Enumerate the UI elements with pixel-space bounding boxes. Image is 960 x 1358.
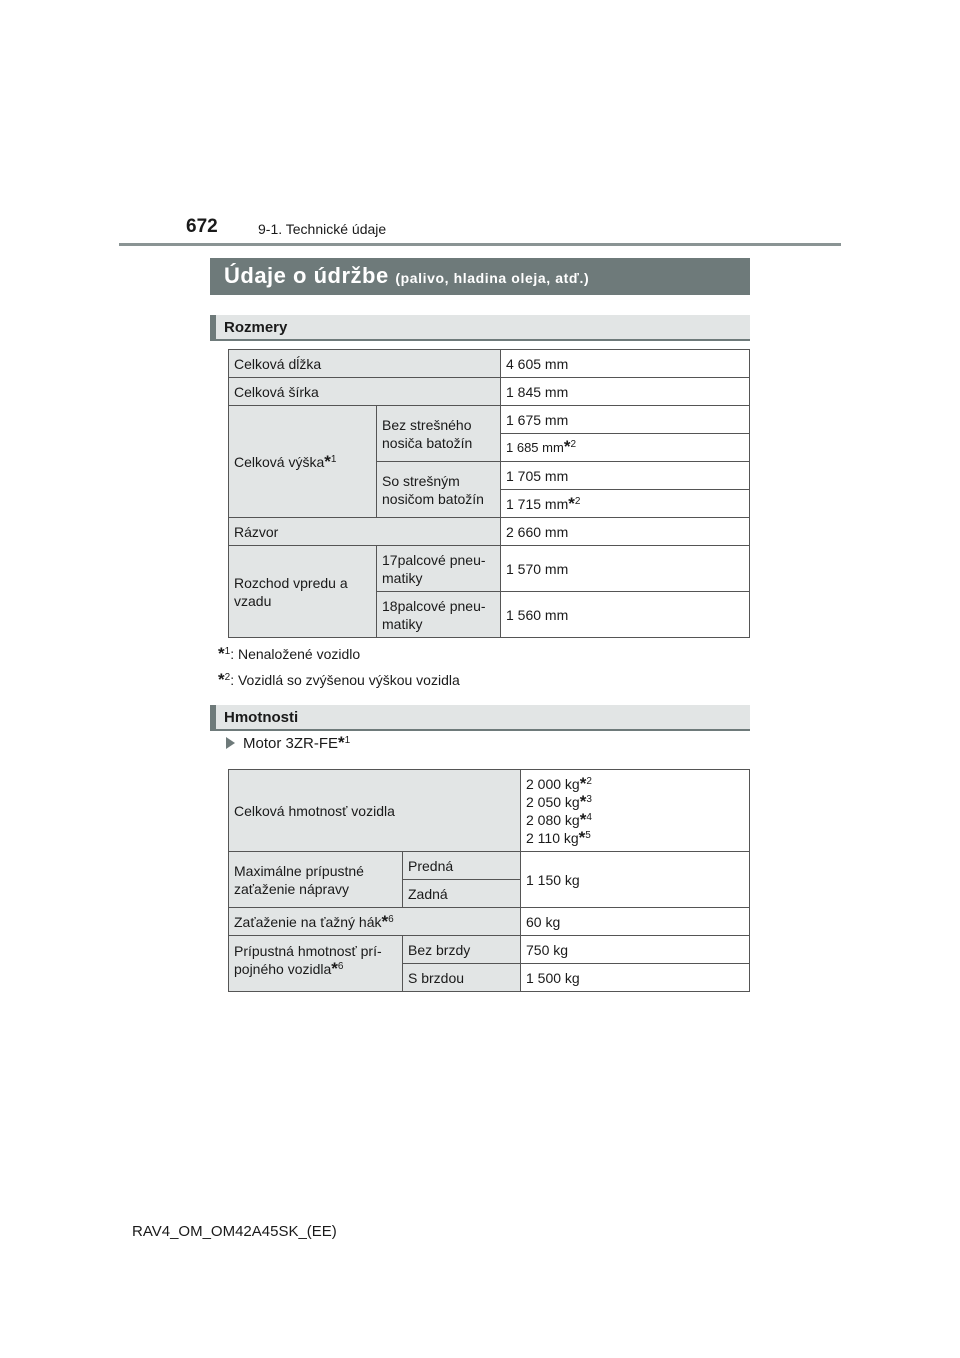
header-divider bbox=[119, 243, 841, 246]
no-rack-value-2: 1 685 mm bbox=[506, 439, 564, 455]
wheelbase-value: 2 660 mm bbox=[501, 518, 750, 546]
triangle-bullet-icon bbox=[226, 737, 235, 749]
gross-value: 2 080 kg bbox=[526, 811, 580, 828]
footnote-ref: 4 bbox=[586, 811, 592, 823]
gross-label: Celková hmotnosť vozidla bbox=[229, 770, 521, 852]
tire17-label: 17palcové pneu-matiky bbox=[377, 546, 501, 592]
tire18-label: 18palcové pneu-matiky bbox=[377, 592, 501, 638]
page-title bbox=[224, 263, 589, 289]
footnote-star: * bbox=[563, 436, 571, 456]
gross-value-row bbox=[526, 775, 744, 793]
no-rack-value-1: 1 675 mm bbox=[501, 406, 750, 434]
weights-heading-bar bbox=[210, 705, 750, 731]
footnote-star: * bbox=[579, 791, 587, 811]
tire18-value: 1 560 mm bbox=[501, 592, 750, 638]
no-brake-value: 750 kg bbox=[521, 936, 750, 964]
height-label: Celková výška bbox=[234, 453, 325, 470]
footnote-text: : Nenaložené vozidlo bbox=[230, 646, 361, 662]
trailer-label-cell bbox=[229, 936, 403, 992]
hitch-label: Zaťaženie na ťažný hák bbox=[234, 913, 382, 930]
table-row bbox=[229, 350, 750, 378]
footnote-star: * bbox=[579, 773, 587, 793]
trailer-label: Prípustná hmotnosť prí-pojného vozidla bbox=[234, 943, 382, 977]
footnote-ref: 5 bbox=[585, 829, 591, 841]
footnote-ref: 2 bbox=[574, 495, 581, 507]
width-value: 1 845 mm bbox=[501, 378, 750, 406]
hitch-label-cell bbox=[229, 908, 521, 936]
tire17-value: 1 570 mm bbox=[501, 546, 750, 592]
footnote-ref: 2 bbox=[224, 672, 231, 683]
height-label-cell bbox=[229, 406, 377, 518]
footnote-star: * bbox=[218, 644, 225, 663]
brake-value: 1 500 kg bbox=[521, 964, 750, 992]
dimensions-heading-bar bbox=[210, 315, 750, 341]
page-number: 672 bbox=[186, 216, 218, 237]
table-row bbox=[229, 852, 750, 880]
no-brake-label: Bez brzdy bbox=[403, 936, 521, 964]
rack-value-2: 1 715 mm bbox=[506, 495, 569, 512]
gross-value: 2 000 kg bbox=[526, 775, 580, 792]
table-row bbox=[229, 518, 750, 546]
title-bar bbox=[210, 258, 750, 295]
footer-code: RAV4_OM_OM42A45SK_(EE) bbox=[132, 1223, 337, 1240]
footnote-ref: 2 bbox=[570, 438, 576, 450]
footnote-star: * bbox=[578, 827, 586, 847]
rack-value-1: 1 705 mm bbox=[501, 462, 750, 490]
rear-label: Zadná bbox=[403, 880, 521, 908]
footnote-2 bbox=[218, 672, 460, 688]
gross-value-row bbox=[526, 811, 744, 829]
footnote-star: * bbox=[381, 911, 389, 931]
rack-value-2-cell bbox=[501, 490, 750, 518]
front-label: Predná bbox=[403, 852, 521, 880]
no-rack-value-2-cell bbox=[501, 434, 750, 462]
axle-label: Maximálne prípustné zaťaženie nápravy bbox=[229, 852, 403, 908]
hitch-value: 60 kg bbox=[521, 908, 750, 936]
table-row bbox=[229, 378, 750, 406]
footnote-star: * bbox=[331, 959, 338, 978]
table-row bbox=[229, 908, 750, 936]
axle-value: 1 150 kg bbox=[521, 852, 750, 908]
brake-label: S brzdou bbox=[403, 964, 521, 992]
page-title-main: Údaje o údržbe bbox=[224, 263, 389, 288]
weights-table bbox=[228, 769, 750, 992]
footnote-star: * bbox=[218, 670, 225, 689]
dimensions-heading: Rozmery bbox=[224, 319, 288, 336]
heading-accent bbox=[210, 315, 216, 339]
footnote-ref: 1 bbox=[224, 646, 231, 657]
footnote-1 bbox=[218, 646, 360, 662]
rack-label: So strešným nosičom batožín bbox=[377, 462, 501, 518]
footnote-ref: 2 bbox=[586, 775, 592, 787]
wheelbase-label: Rázvor bbox=[229, 518, 501, 546]
page-title-sub: (palivo, hladina oleja, atď.) bbox=[395, 270, 590, 286]
footnote-ref: 6 bbox=[337, 961, 344, 972]
gross-values bbox=[521, 770, 750, 852]
footnote-ref: 6 bbox=[388, 913, 394, 925]
section-title: 9-1. Technické údaje bbox=[258, 221, 387, 237]
length-label: Celková dĺžka bbox=[229, 350, 501, 378]
width-label: Celková šírka bbox=[229, 378, 501, 406]
no-rack-label: Bez strešného nosiča batožín bbox=[377, 406, 501, 462]
dimensions-table bbox=[228, 349, 750, 638]
gross-value-row bbox=[526, 793, 744, 811]
table-row bbox=[229, 770, 750, 852]
footnote-ref: 1 bbox=[330, 453, 337, 465]
footnote-text: : Vozidlá so zvýšenou výškou vozidla bbox=[230, 672, 460, 688]
footnote-star: * bbox=[579, 809, 587, 829]
gross-value: 2 050 kg bbox=[526, 793, 580, 810]
footnote-star: * bbox=[324, 451, 331, 471]
gross-value-row bbox=[526, 829, 744, 847]
footnote-star: * bbox=[568, 493, 575, 513]
weights-heading: Hmotnosti bbox=[224, 709, 299, 726]
engine-label: Motor 3ZR-FE bbox=[243, 735, 339, 752]
footnote-ref: 1 bbox=[344, 735, 351, 746]
engine-bullet bbox=[226, 735, 350, 752]
gross-value: 2 110 kg bbox=[526, 829, 579, 846]
track-label: Rozchod vpredu a vzadu bbox=[229, 546, 377, 638]
table-row bbox=[229, 546, 750, 592]
table-row bbox=[229, 936, 750, 964]
footnote-star: * bbox=[338, 733, 345, 752]
table-row bbox=[229, 406, 750, 434]
heading-accent bbox=[210, 705, 216, 729]
footnote-ref: 3 bbox=[586, 793, 592, 805]
length-value: 4 605 mm bbox=[501, 350, 750, 378]
